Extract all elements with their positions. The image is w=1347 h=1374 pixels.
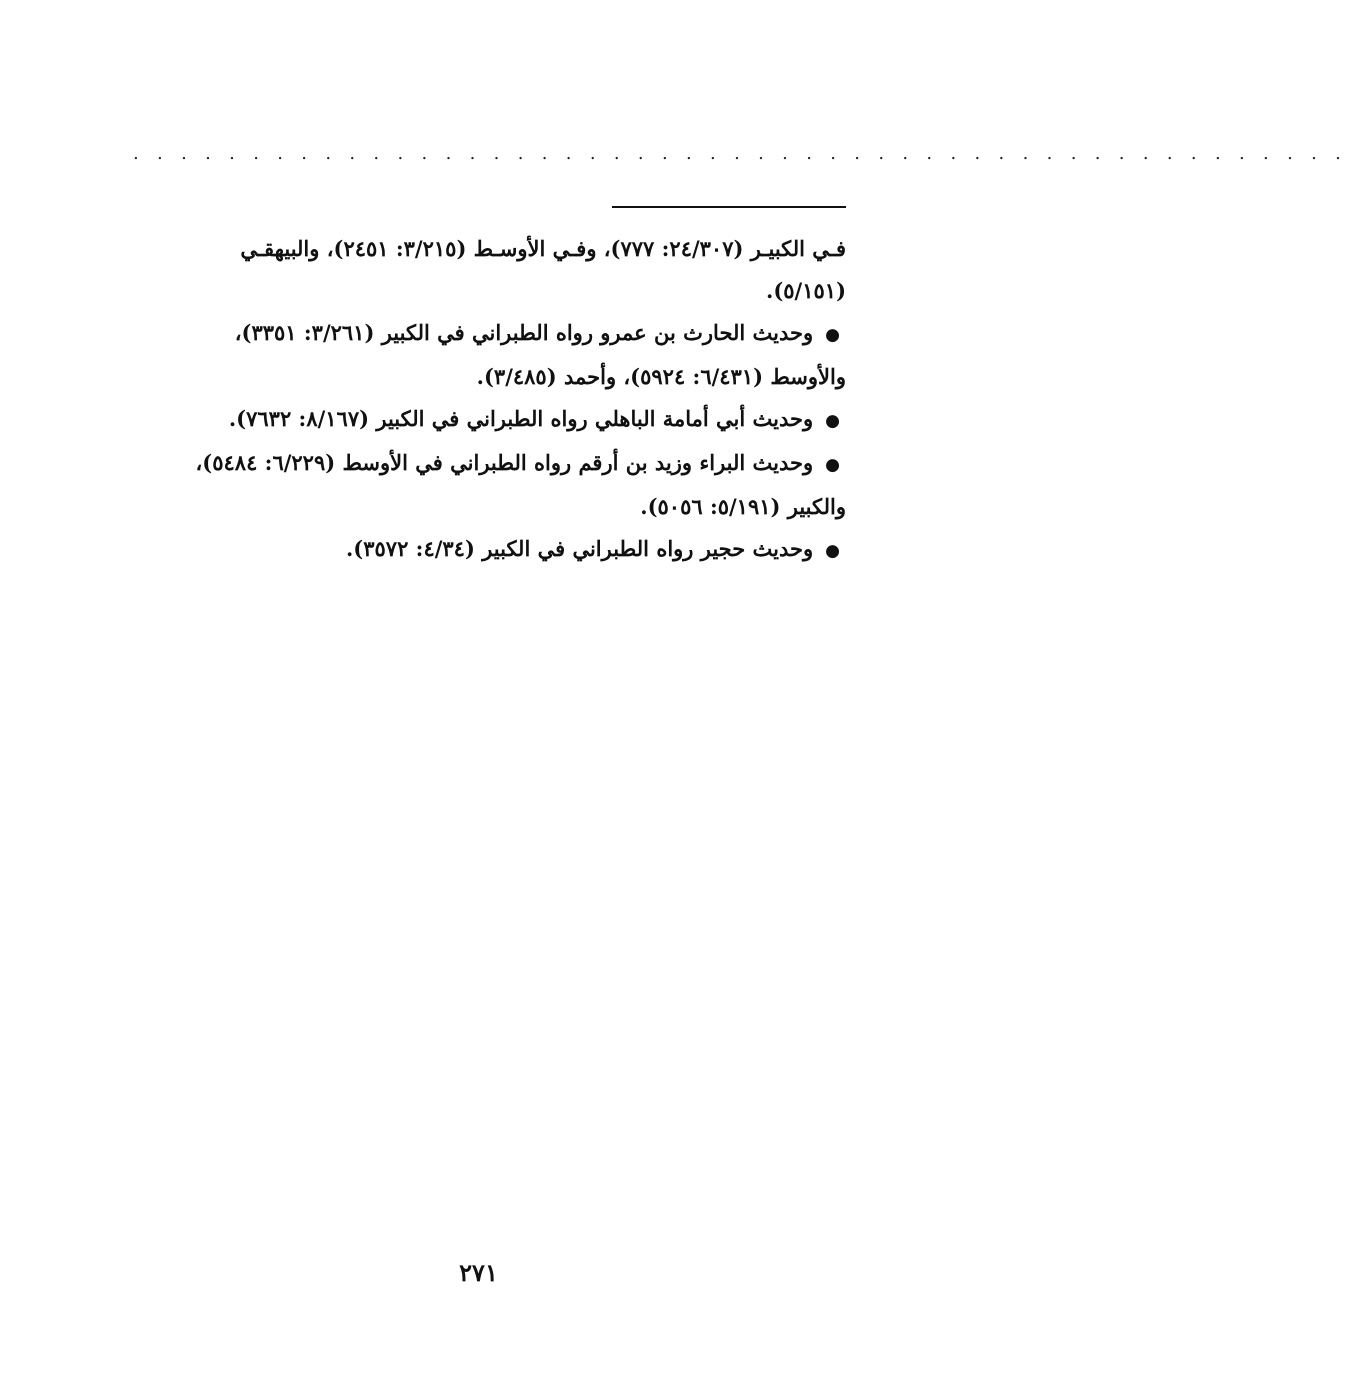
bullet-icon: ● [825,411,840,431]
footnote-item-text: وحديث حجير رواه الطبراني في الكبير (٤/٣٤: ٣٥٧٢). [345,536,814,561]
footnote-item-text: وحديث البراء وزيد بن أرقم رواه الطبراني في الأوسط (٦/٢٢٩: ٥٤٨٤)، [195,450,814,475]
footnote-item-text: وحديث الحارث بن عمرو رواه الطبراني في الكبير (٣/٢٦١: ٣٣٥١)، [234,320,814,345]
page-number: ٢٧١ [459,1258,498,1287]
bullet-icon: ● [825,325,840,345]
footnote-item [124,398,846,442]
footnote-continuation-line: (٥/١٥١). [766,278,846,303]
footnote-item [124,442,846,486]
dotted-separator: . . . . . . . . . . . . . . . . . . . . . . . . . . . . . . . . . . . . . . . . . . . . . . . . . . . [133,143,1347,164]
bullet-icon: ● [825,541,840,561]
footnote-item-text: وحديث أبي أمامة الباهلي رواه الطبراني في الكبير (٨/١٦٧: ٧٦٣٢). [228,406,814,431]
footnote-continuation-line: فـي الكبيـر (٢٤/٣٠٧: ٧٧٧)، وفـي الأوسـط (٣/٢١٥: ٢٤٥١)، والبيهقـي [240,236,846,261]
footnotes-section [124,228,846,572]
bullet-icon: ● [825,455,840,475]
footnote-rule [612,206,846,208]
footnote-item [124,528,846,572]
footnote-item-continuation: والأوسط (٦/٤٣١: ٥٩٢٤)، وأحمد (٣/٤٨٥). [476,364,846,389]
footnote-item-continuation: والكبير (٥/١٩١: ٥٠٥٦). [640,494,846,519]
footnote-item [124,312,846,356]
